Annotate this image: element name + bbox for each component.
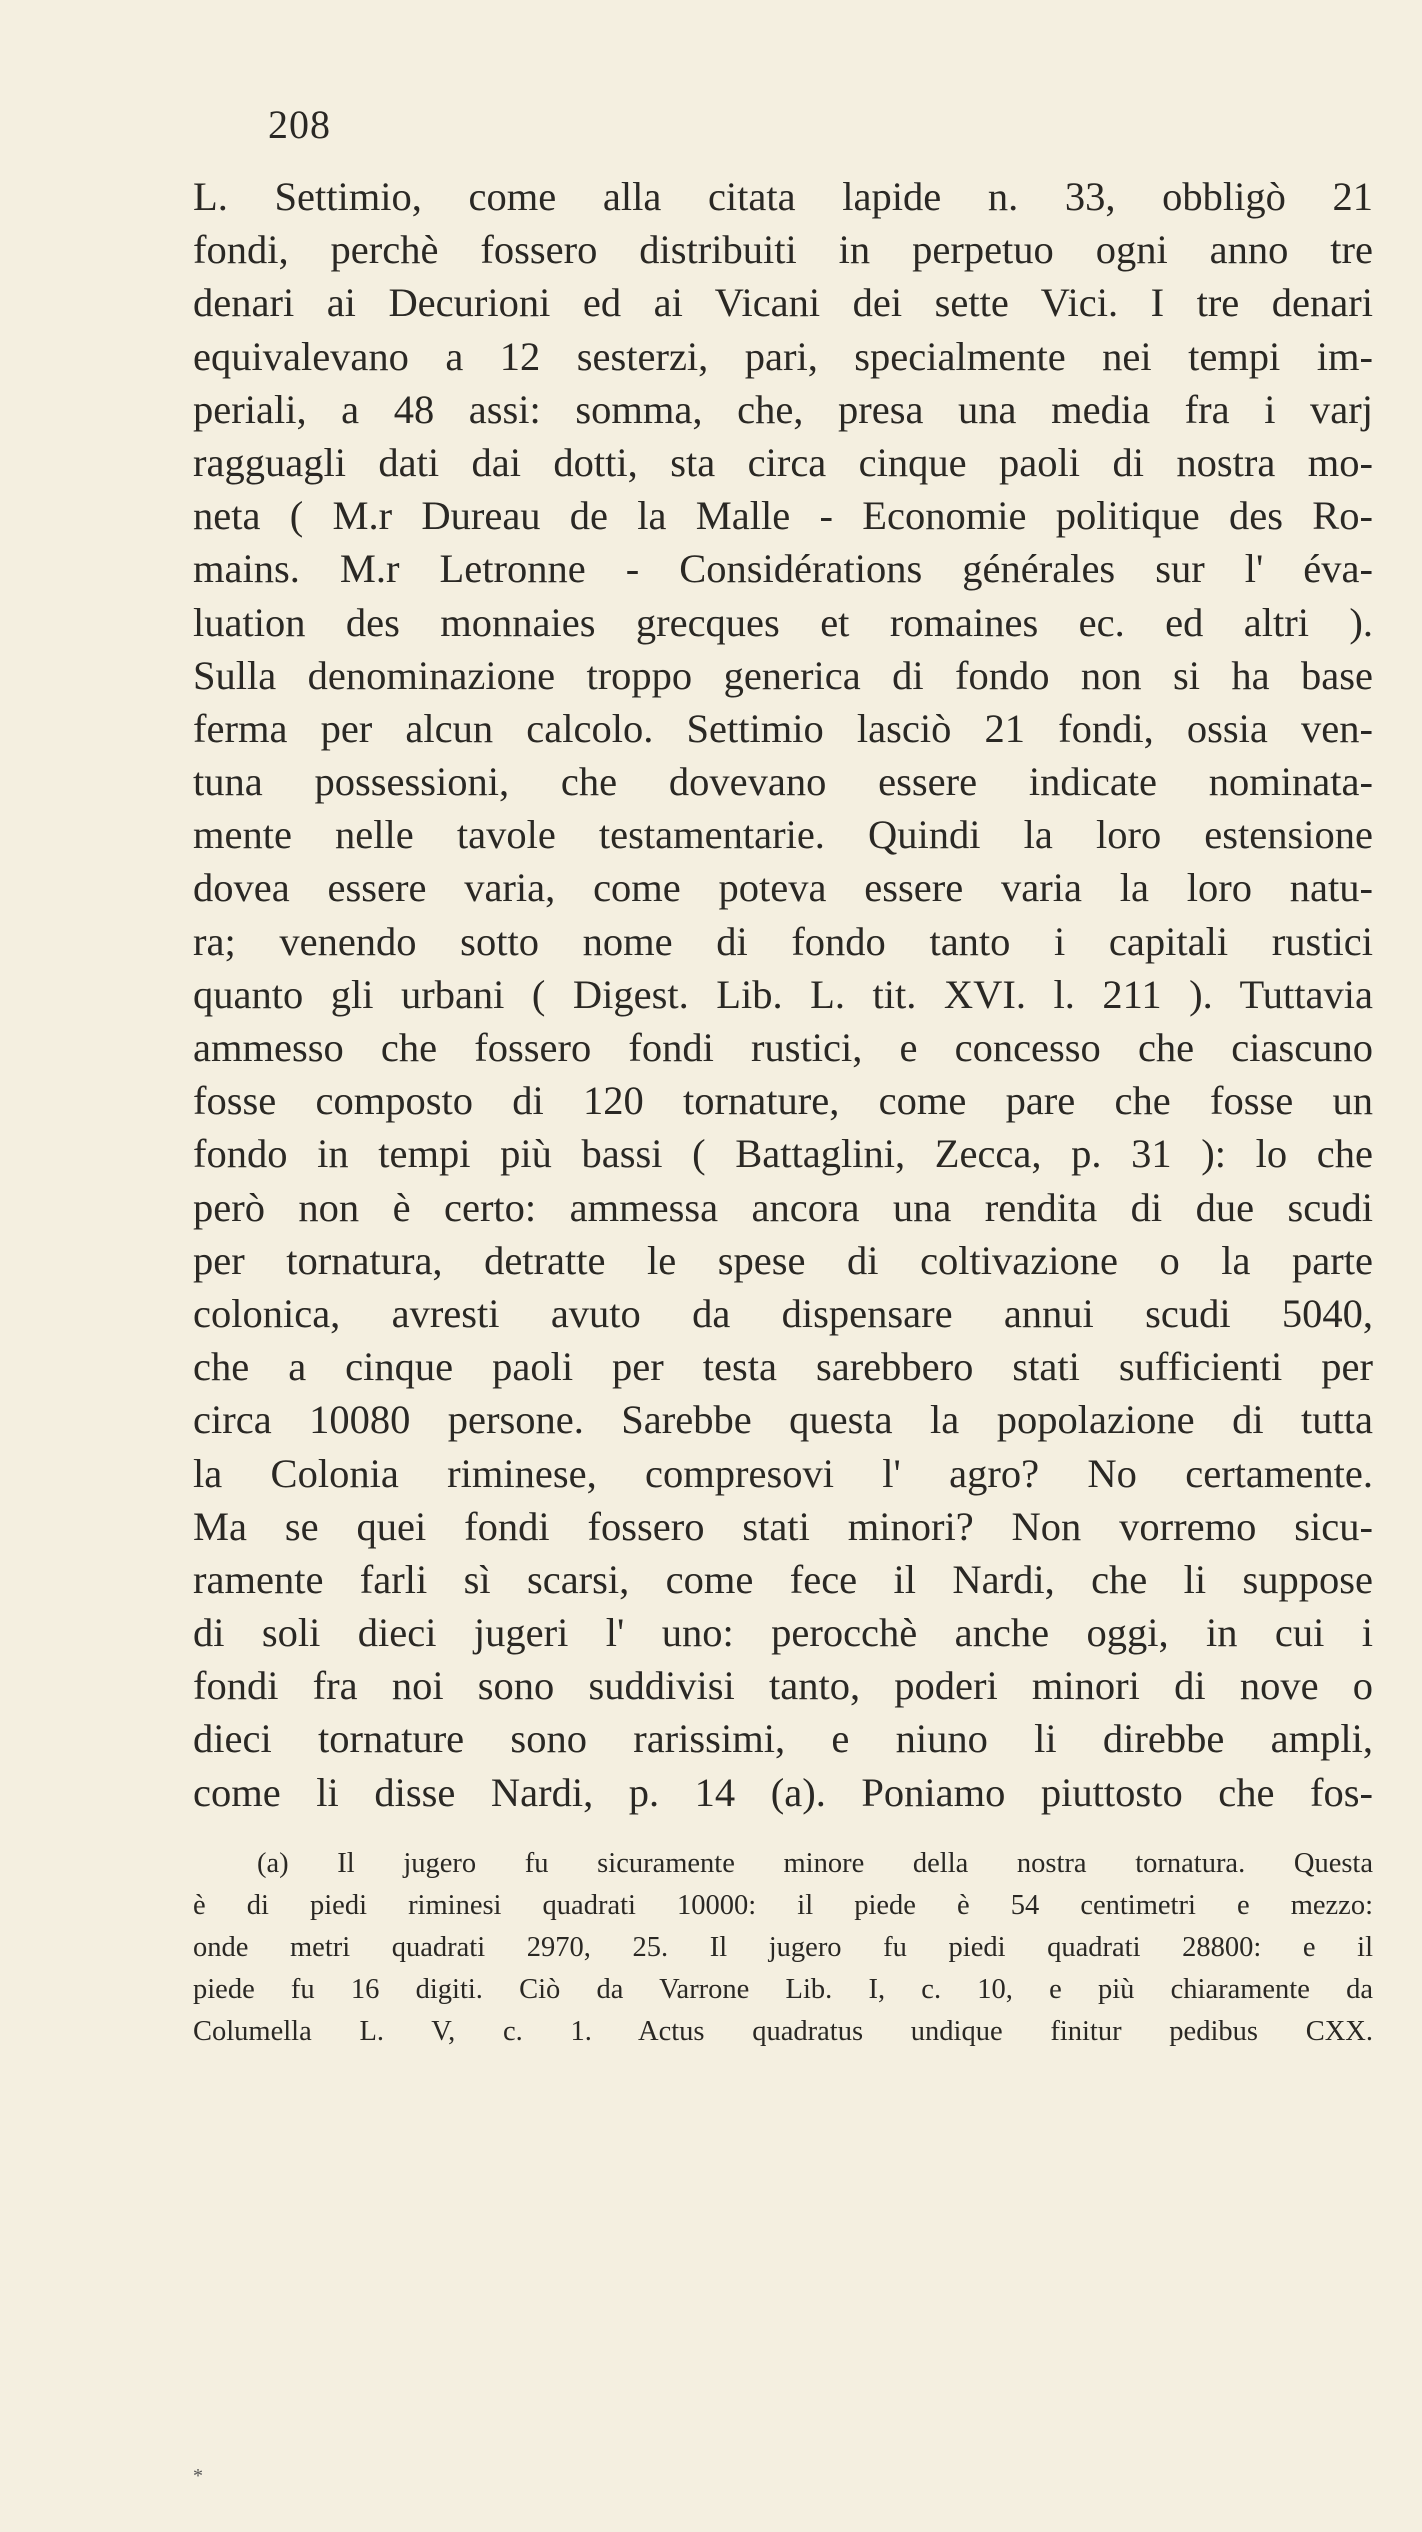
text-line: Sulla denominazione troppo generica di fondo non si ha base	[193, 652, 1373, 698]
text-line: periali, a 48 assi: somma, che, presa una media fra i varj	[193, 386, 1373, 432]
bottom-mark: *	[193, 2465, 203, 2487]
page-number: 208	[268, 102, 331, 147]
footnote-line: onde metri quadrati 2970, 25. Il jugero fu piedi quadrati 28800: e il	[193, 1932, 1373, 1963]
text-line: neta ( M.r Dureau de la Malle - Economie politique des Ro-	[193, 493, 1373, 539]
text-line: dovea essere varia, come poteva essere varia la loro natu-	[193, 865, 1373, 911]
text-line: però non è certo: ammessa ancora una rendita di due scudi	[193, 1184, 1373, 1230]
text-line: per tornatura, detratte le spese di coltivazione o la parte	[193, 1237, 1373, 1283]
text-line: L. Settimio, come alla citata lapide n. 33, obbligò 21	[193, 174, 1373, 219]
footnote	[193, 1843, 1373, 2053]
text-line: che a cinque paoli per testa sarebbero stati sufficienti per	[193, 1344, 1373, 1390]
text-line: la Colonia riminese, compresovi l' agro? No certamente.	[193, 1450, 1373, 1496]
text-line: ramente farli sì scarsi, come fece il Nardi, che li suppose	[193, 1556, 1373, 1602]
text-line: mains. M.r Letronne - Considérations générales sur l' éva-	[193, 546, 1373, 592]
text-line: Ma se quei fondi fossero stati minori? Non vorremo sicu-	[193, 1503, 1373, 1549]
text-line: dieci tornature sono rarissimi, e niuno li direbbe ampli,	[193, 1716, 1373, 1762]
text-line: denari ai Decurioni ed ai Vicani dei sette Vici. I tre denari	[193, 280, 1373, 326]
text-line: equivalevano a 12 sesterzi, pari, specialmente nei tempi im-	[193, 333, 1373, 379]
text-line: quanto gli urbani ( Digest. Lib. L. tit. XVI. l. 211 ). Tuttavia	[193, 971, 1373, 1017]
text-line: come li disse Nardi, p. 14 (a). Poniamo piuttosto che fos-	[193, 1769, 1373, 1815]
text-line: tuna possessioni, che dovevano essere indicate nominata-	[193, 759, 1373, 805]
text-line: ra; venendo sotto nome di fondo tanto i capitali rustici	[193, 918, 1373, 964]
footnote-line: è di piedi riminesi quadrati 10000: il piede è 54 centimetri e mezzo:	[193, 1890, 1373, 1921]
footnote-line: Columella L. V, c. 1. Actus quadratus undique finitur pedibus CXX.	[193, 2016, 1373, 2047]
text-line: mente nelle tavole testamentarie. Quindi la loro estensione	[193, 812, 1373, 858]
text-line: fondo in tempi più bassi ( Battaglini, Zecca, p. 31 ): lo che	[193, 1131, 1373, 1177]
text-line: colonica, avresti avuto da dispensare annui scudi 5040,	[193, 1290, 1373, 1336]
text-line: ferma per alcun calcolo. Settimio lasciò 21 fondi, ossia ven-	[193, 705, 1373, 751]
text-line: circa 10080 persone. Sarebbe questa la popolazione di tutta	[193, 1397, 1373, 1443]
text-line: fosse composto di 120 tornature, come pare che fosse un	[193, 1078, 1373, 1124]
footnote-line: piede fu 16 digiti. Ciò da Varrone Lib. I, c. 10, e più chiaramente da	[193, 1974, 1373, 2005]
text-line: luation des monnaies grecques et romaines ec. ed altri ).	[193, 599, 1373, 645]
text-line: ragguagli dati dai dotti, sta circa cinque paoli di nostra mo-	[193, 439, 1373, 485]
footnote-line: (a) Il jugero fu sicuramente minore della nostra tornatura. Questa	[257, 1848, 1373, 1879]
main-text	[193, 170, 1373, 1819]
text-line: fondi, perchè fossero distribuiti in perpetuo ogni anno tre	[193, 227, 1373, 273]
text-line: di soli dieci jugeri l' uno: perocchè anche oggi, in cui i	[193, 1610, 1373, 1656]
text-line: ammesso che fossero fondi rustici, e concesso che ciascuno	[193, 1025, 1373, 1070]
text-line: fondi fra noi sono suddivisi tanto, poderi minori di nove o	[193, 1663, 1373, 1709]
